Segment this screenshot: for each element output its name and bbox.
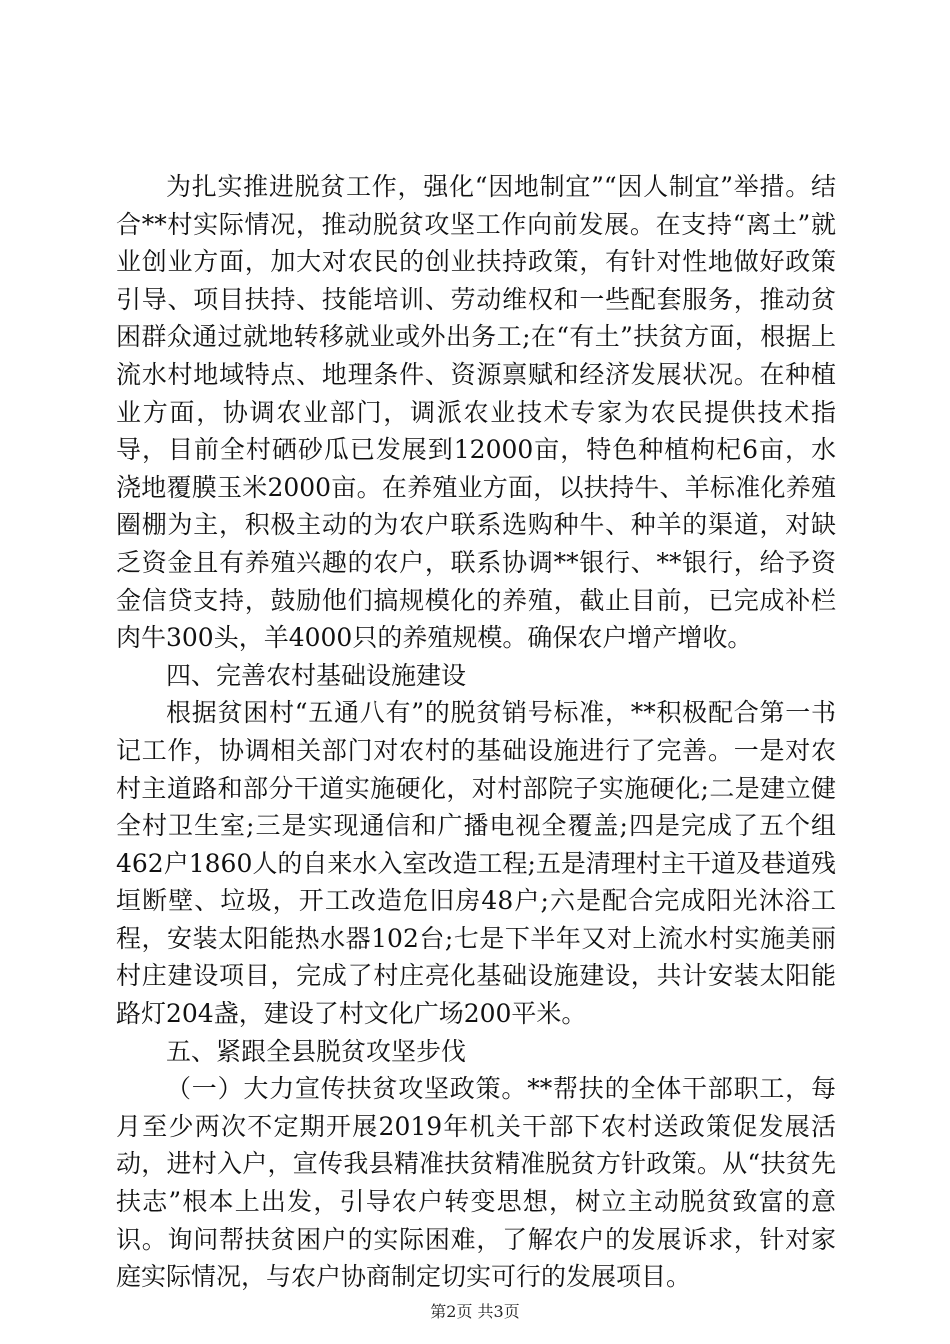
paragraph-infrastructure: 根据贫困村“五通八有”的脱贫销号标准，**积极配合第一书记工作，协调相关部门对农村的基础设施进行了完善。一是对农村主道路和部分干道实施硬化，对村部院子实施硬化;二是建立健全村卫生室;三是实现通信和广播电视全覆盖;四是完成了五个组462户1860人的自来水入室改造工程;五是清理村主干道及巷道残垣断壁、垃圾，开工改造危旧房48户;六是配合完成阳光沐浴工程，安装太阳能热水器102台;七是下半年又对上流水村实施美丽村庄建设项目，完成了村庄亮化基础设施建设，共计安装太阳能路灯204盏，建设了村文化广场200平米。 xyxy=(116,698,836,1029)
paragraph-poverty-measures: 为扎实推进脱贫工作，强化“因地制宜”“因人制宜”举措。结合**村实际情况，推动脱贫攻坚工作向前发展。在支持“离土”就业创业方面，加大对农民的创业扶持政策，有针对性地做好政策引导、项目扶持、技能培训、劳动维权和一些配套服务，推动贫困群众通过就地转移就业或外出务工;在“有土”扶贫方面，根据上流水村地域特点、地理条件、资源禀赋和经济发展状况。在种植业方面，协调农业部门，调派农业技术专家为农民提供技术指导，目前全村硒砂瓜已发展到12000亩，特色种植枸杞6亩，水浇地覆膜玉米2000亩。在养殖业方面，以扶持牛、羊标准化养殖圈棚为主，积极主动的为农户联系选购种牛、种羊的渠道，对缺乏资金且有养殖兴趣的农户，联系协调**银行、**银行，给予资金信贷支持，鼓励他们搞规模化的养殖，截止目前，已完成补栏肉牛300头，羊4000只的养殖规模。确保农户增产增收。 xyxy=(116,172,836,653)
section-heading-county-pace: 五、紧跟全县脱贫攻坚步伐 xyxy=(166,1036,467,1066)
paragraph-policy-publicity: （一）大力宣传扶贫攻坚政策。**帮扶的全体干部职工，每月至少两次不定期开展2019年机关干部下农村送政策促发展活动，进村入户，宣传我县精准扶贫精准脱贫方针政策。从“扶贫先扶志”根本上出发，引导农户转变思想，树立主动脱贫致富的意识。询问帮扶贫困户的实际困难，了解农户的发展诉求，针对家庭实际情况，与农户协商制定切实可行的发展项目。 xyxy=(116,1074,836,1292)
section-heading-infrastructure: 四、完善农村基础设施建设 xyxy=(166,660,467,690)
page-footer: 第2页 共3页 xyxy=(430,1302,520,1321)
document-body xyxy=(116,168,836,1296)
